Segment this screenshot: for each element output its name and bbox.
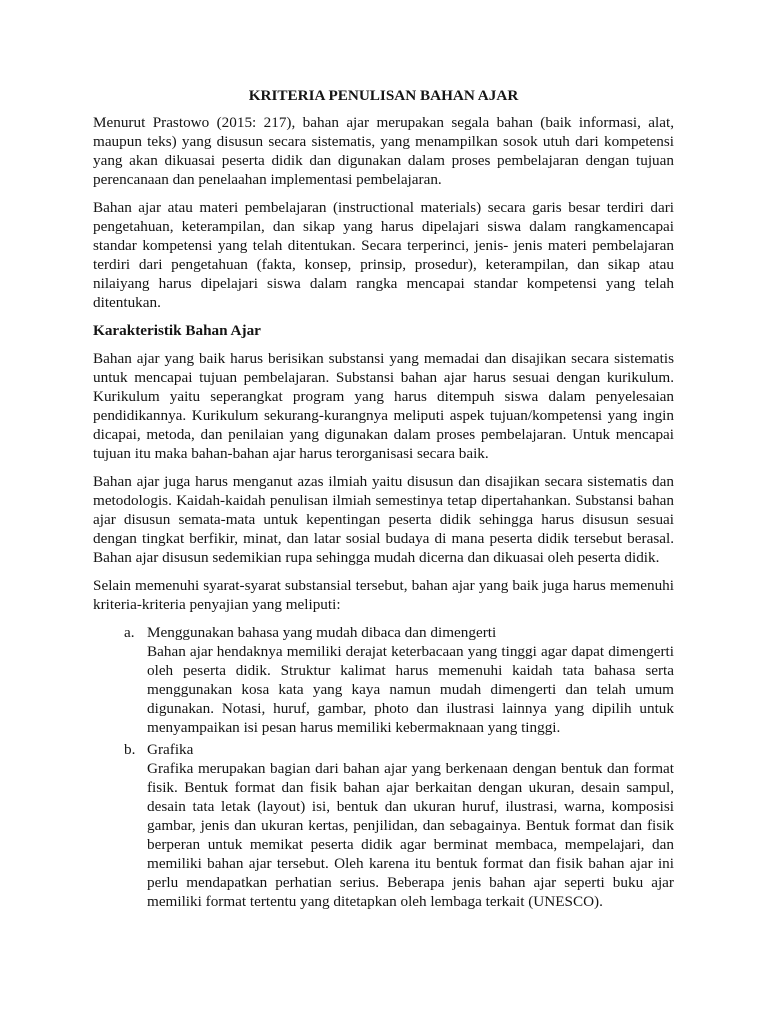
list-item-body: Bahan ajar hendaknya memiliki derajat keterbacaan yang tinggi agar dapat dimengerti oleh peserta didik. Struktur kalimat harus memenuhi kaidah tata bahasa serta menggunakan kosa kata yang kaya namun mudah dimengerti dan telah umum digunakan. Notasi, huruf, gambar, photo dan ilustrasi lainnya yang dipilih untuk menyampaikan isi pesan harus memiliki kebermaknaan yang tinggi. bbox=[147, 643, 674, 736]
intro-paragraph-1: Menurut Prastowo (2015: 217), bahan ajar merupakan segala bahan (baik informasi, alat, maupun teks) yang disusun secara sistematis, yang menampilkan sosok utuh dari kompetensi yang akan dikuasai peserta didik dan digunakan dalam proses pembelajaran dengan tujuan perencanaan dan penelaahan implementasi pembelajaran. bbox=[93, 114, 674, 188]
list-marker: b. bbox=[124, 741, 136, 758]
criteria-list bbox=[93, 623, 674, 911]
list-item bbox=[93, 740, 674, 911]
list-item-body: Grafika merupakan bagian dari bahan ajar yang berkenaan dengan bentuk dan format fisik. Bentuk format dan fisik bahan ajar berkaitan dengan ukuran, desain sampul, desain tata letak (layout) isi, bentuk dan ukuran huruf, ilustrasi, warna, komposisi gambar, jenis dan ukuran kertas, penjilidan, dan sebagainya. Bentuk format dan fisik berperan untuk memikat peserta didik agar berminat membaca, mempelajari, dan memiliki bahan ajar tersebut. Oleh karena itu bentuk format dan fisik bahan ajar ini perlu mendapatkan perhatian serius. Beberapa jenis bahan ajar seperti buku ajar memiliki format tertentu yang ditetapkan oleh lembaga terkait (UNESCO). bbox=[147, 760, 674, 910]
list-item-title: Grafika bbox=[147, 741, 194, 758]
document-title: KRITERIA PENULISAN BAHAN AJAR bbox=[248, 87, 519, 104]
section-paragraph-1: Bahan ajar yang baik harus berisikan substansi yang memadai dan disajikan secara sistematis untuk mencapai tujuan pembelajaran. Substansi bahan ajar harus sesuai dengan kurikulum. Kurikulum yaitu seperangkat program yang harus ditempuh siswa dalam penyelesaian pendidikannya. Kurikulum sekurang-kurangnya meliputi aspek tujuan/kompetensi yang ingin dicapai, metoda, dan penilaian yang digunakan dalam proses pembelajaran. Untuk mencapai tujuan itu maka bahan-bahan ajar harus terorganisasi secara baik. bbox=[93, 350, 674, 462]
list-item bbox=[93, 623, 674, 737]
list-item-title: Menggunakan bahasa yang mudah dibaca dan dimengerti bbox=[147, 624, 497, 641]
section-heading: Karakteristik Bahan Ajar bbox=[93, 322, 261, 339]
section-paragraph-3: Selain memenuhi syarat-syarat substansial tersebut, bahan ajar yang baik juga harus memenuhi kriteria-kriteria penyajian yang meliputi: bbox=[93, 577, 674, 613]
list-marker: a. bbox=[124, 624, 135, 641]
section-paragraph-2: Bahan ajar juga harus menganut azas ilmiah yaitu disusun dan disajikan secara sistematis dan metodologis. Kaidah-kaidah penulisan ilmiah semestinya tetap dipertahankan. Substansi bahan ajar disusun semata-mata untuk kepentingan peserta didik sehingga harus disusun sesuai dengan tingkat berfikir, minat, dan latar sosial budaya di mana peserta didik tersebut berasal. Bahan ajar disusun sedemikian rupa sehingga mudah dicerna dan dikuasai oleh peserta didik. bbox=[93, 473, 674, 566]
intro-paragraph-2: Bahan ajar atau materi pembelajaran (instructional materials) secara garis besar terdiri dari pengetahuan, keterampilan, dan sikap yang harus dipelajari siswa dalam rangkamencapai standar kompetensi yang telah ditentukan. Secara terperinci, jenis- jenis materi pembelajaran terdiri dari pengetahuan (fakta, konsep, prinsip, prosedur), keterampilan, dan sikap atau nilaiyang harus dipelajari siswa dalam rangka mencapai standar kompetensi yang telah ditentukan. bbox=[93, 199, 674, 311]
